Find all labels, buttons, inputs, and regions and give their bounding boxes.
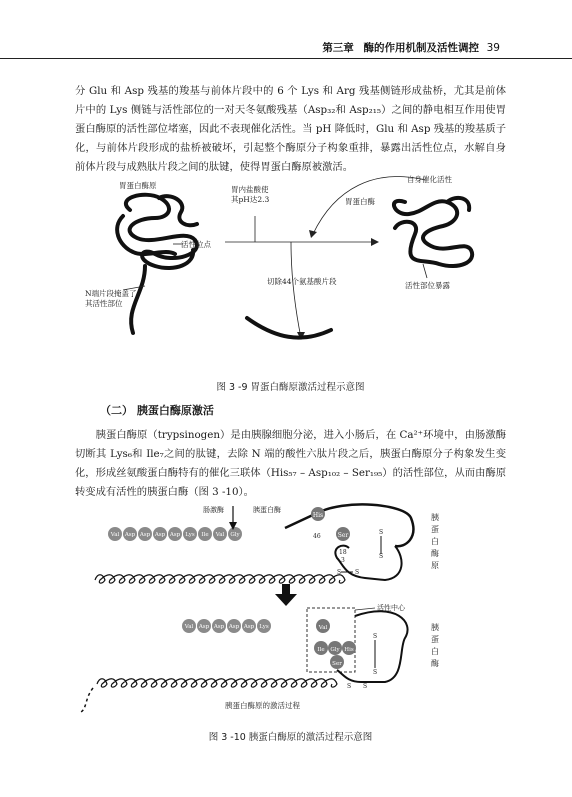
- chain-residue-label: Asp: [139, 532, 151, 538]
- sulfur-label: S: [337, 569, 342, 576]
- sulfur-label: S: [379, 529, 384, 536]
- activated-residues: [314, 619, 356, 669]
- pepsin-structure: [394, 198, 472, 266]
- trypsinogen-chain: [108, 527, 242, 541]
- val-label: Val: [318, 625, 328, 631]
- top-backbone-loop: [285, 504, 413, 546]
- sulfur-label: S: [373, 669, 378, 676]
- released-residue-label: Asp: [213, 624, 225, 630]
- label-cleave: 切除44个氨基酸片段: [267, 277, 337, 286]
- side-char: 原: [431, 561, 439, 570]
- sulfur-label: S: [379, 553, 384, 560]
- label-pepsinogen: 胃蛋白酶原: [119, 181, 157, 190]
- chain-residue-label: Asp: [169, 532, 181, 538]
- n-terminal-segment: [131, 266, 145, 333]
- running-header: [322, 40, 500, 55]
- sulfur-label: S: [347, 683, 352, 690]
- paragraph-2: 胰蛋白酶原（trypsinogen）是由胰腺细胞分泌，进入小肠后，在 Ca²⁺环境中，由肠激酶切断其 Lys₆和 Ile₇之间的肽键，去除 N 端的酸性六肽片段之后，胰蛋白酶原分子构象发生变化，形成丝氨酸蛋白酶特有的催化三联体（His₅₇ – Asp₁₀₂ – Ser₁₉₅）的活性部位，从而由酶原转变成有活性的胰蛋白酶（图 3 -10）。: [75, 429, 506, 498]
- transition-arrow-head: [275, 594, 297, 606]
- released-residue-label: Val: [184, 624, 194, 630]
- ser-label-top: Ser: [337, 532, 349, 539]
- label-trypsin-top: 胰蛋白酶: [253, 506, 281, 514]
- ile-label: Ile: [317, 647, 325, 653]
- side-char: 蛋: [431, 635, 439, 644]
- released-hexapeptide: [182, 619, 271, 633]
- chain-residue-label: Gly: [230, 532, 240, 538]
- label-autocatalysis: 自身催化活性: [407, 175, 452, 184]
- chain-residue-label: Asp: [154, 532, 166, 538]
- header-chapter: 第三章: [322, 42, 354, 54]
- transition-arrow: [275, 584, 297, 606]
- chain-residue-label: Asp: [124, 532, 136, 538]
- page-number: 39: [486, 42, 500, 54]
- header-title: 酶的作用机制及活性调控: [363, 42, 479, 54]
- section-title: （二） 胰蛋白酶原激活: [100, 404, 214, 417]
- label-n-terminal: [85, 288, 137, 308]
- released-residue-label: Lys: [259, 624, 269, 630]
- pepsinogen-structure: [117, 195, 197, 268]
- figure-2-caption: 图 3 -10 胰蛋白酶原的激活过程示意图: [208, 732, 373, 743]
- sulfur-label: S: [363, 683, 368, 690]
- number-3: 3: [341, 557, 345, 564]
- side-label-trypsin: [431, 622, 439, 668]
- side-char: 白: [431, 647, 439, 656]
- side-char: 蛋: [431, 525, 439, 534]
- paragraph-1: 分 Glu 和 Asp 残基的羧基与前体片段中的 6 个 Lys 和 Arg 残基侧链形成盐桥，尤其是前体片中的 Lys 侧链与活性部位的一对天冬氨酸残基（Asp₃₂和 Asp₂₁₅）之间的静电相互作用使胃蛋白酶原的活性部位堵塞，因此不表现催化活性。当 pH 降低时，Glu 和 Asp 残基的羧基质子化，与前体片段形成的盐桥被破坏，引起整个酶原分子构象重排，暴露出活性位点，水解自身前体片段与成熟肽片段之间的肽键，使得胃蛋白酶原被激活。: [75, 85, 506, 173]
- figure-1-caption: 图 3 -9 胃蛋白酶原激活过程示意图: [216, 382, 365, 393]
- active-center-pointer: [355, 608, 375, 610]
- sulfur-label: S: [373, 633, 378, 640]
- sulfur-label: S: [355, 569, 360, 576]
- side-char: 胰: [431, 623, 439, 632]
- released-residue-label: Asp: [228, 624, 240, 630]
- transition-arrow-shaft: [282, 584, 290, 594]
- chain-residue-label: Val: [215, 532, 225, 538]
- label-exposed: 活性部位暴露: [405, 281, 450, 290]
- number-18: 18: [339, 549, 347, 556]
- ser-label-active: Ser: [332, 661, 342, 667]
- label-active-site: 活性位点: [181, 240, 211, 249]
- helix-coil-bottom: [97, 679, 337, 687]
- chain-residue-label: Val: [110, 532, 120, 538]
- released-residue-label: Asp: [243, 624, 255, 630]
- chain-residue-label: Lys: [185, 532, 195, 538]
- chain-tail-dashed: [81, 688, 93, 712]
- figure-pepsinogen-activation: [75, 168, 506, 373]
- label-acid: [231, 184, 269, 204]
- label-acid-line1: 胃内盐酸使: [231, 185, 269, 194]
- header-rule: [0, 58, 572, 59]
- his-label: His: [312, 512, 324, 519]
- helix-coil-top: [95, 575, 345, 583]
- side-char: 酶: [431, 659, 439, 668]
- label-n-terminal-line2: 其活性部位: [85, 299, 123, 308]
- side-label-trypsinogen: [431, 512, 439, 570]
- label-pepsin: 胃蛋白酶: [345, 197, 375, 206]
- figure-trypsinogen-activation: [75, 498, 506, 724]
- chain-residue-label: Ile: [201, 532, 209, 538]
- label-active-center: 活性中心: [377, 604, 405, 612]
- side-char: 胰: [431, 513, 439, 522]
- label-n-terminal-line1: N端片段掩盖了: [85, 289, 137, 298]
- cleaved-peptide: [247, 318, 331, 338]
- label-bottom: 胰蛋白酶原的激活过程: [225, 701, 300, 710]
- his-label-active: His: [344, 647, 354, 653]
- released-residue-label: Asp: [198, 624, 210, 630]
- number-46: 46: [313, 533, 321, 540]
- gly-label: Gly: [330, 647, 340, 653]
- side-char: 酶: [431, 549, 439, 558]
- label-acid-line2: 其pH达2.3: [231, 195, 270, 204]
- side-char: 白: [431, 537, 439, 546]
- label-enterokinase: 肠激酶: [203, 506, 224, 514]
